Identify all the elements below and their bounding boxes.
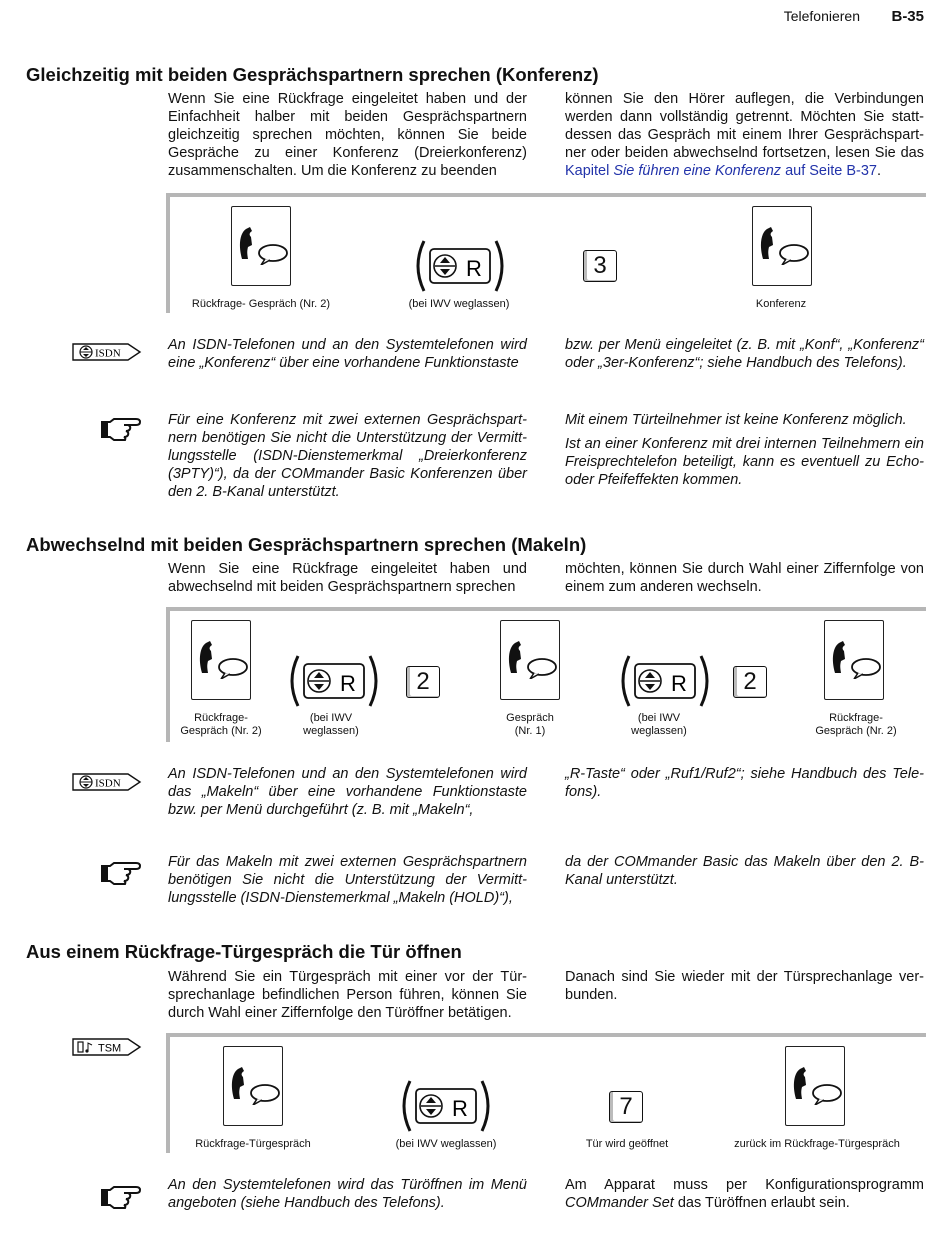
note-left-makeln: Für das Makeln mit zwei externen Gesprächspartnern benötigen Sie nicht die Unterstützung der Vermitt-lungsstelle (ISDN-Dienstemerkmal „Makeln (HOLD)“), [168, 854, 527, 906]
isdn-note-right-konferenz: bzw. per Menü eingeleitet (z. B. mit „Konf“, „Konferenz“ oder „3er-Konferenz“; siehe Handbuch des Telefons). [565, 337, 924, 371]
caption-line: weglassen) [303, 725, 359, 737]
intro-right-makeln: möchten, können Sie durch Wahl einer Ziffernfolge von einem zum anderen wechseln. [565, 561, 924, 595]
digit-key-7: 7 [609, 1091, 643, 1123]
r-key-label: R [466, 256, 482, 281]
r-key-in-parentheses-icon [288, 652, 380, 715]
phone-handset-icon [500, 620, 560, 700]
caption-iwv [609, 712, 709, 738]
caption-line: Rückfrage- [829, 712, 883, 724]
phone-handset-icon [191, 620, 251, 700]
running-header-title: Telefonieren [783, 8, 860, 24]
r-key-label: R [452, 1096, 468, 1121]
r-key-in-parentheses-icon [619, 652, 711, 715]
intro-left-makeln: Wenn Sie eine Rückfrage eingeleitet haben und abwechselnd mit beiden Gesprächspartnern sprechen [168, 561, 527, 595]
sequence-konferenz [166, 193, 926, 313]
isdn-tag-label: ISDN [95, 347, 121, 360]
digit-key-2: 2 [406, 666, 440, 698]
intro-left-konferenz: Wenn Sie eine Rückfrage eingeleitet haben und der Einfachheit halber mit beiden Gesprächspartnern gleichzeitig sprechen möchten, können Sie beide Gespräche zu einer Konferenz (Dreierkonferenz) zusammenschalten. Um die Konferenz zu beenden [168, 91, 527, 179]
phone-handset-icon [824, 620, 884, 700]
note-right-konferenz-1: Mit einem Türteilnehmer ist keine Konferenz möglich. [565, 412, 907, 428]
link-page: auf Seite B-37 [781, 163, 877, 179]
caption-line: Rückfrage- [194, 712, 248, 724]
isdn-note-right-makeln: „R-Taste“ oder „Ruf1/Ruf2“; siehe Handbuch des Tele-fons). [565, 766, 924, 800]
note-text: Am Apparat muss per Konfigurationsprogramm [565, 1177, 924, 1193]
pointing-hand-icon [100, 1184, 142, 1215]
caption-line: Gespräch (Nr. 2) [815, 725, 897, 737]
sequence-makeln [166, 607, 926, 742]
caption-iwv: (bei IWV weglassen) [395, 1138, 497, 1150]
section-heading-makeln: Abwechselnd mit beiden Gesprächspartnern sprechen (Makeln) [26, 534, 587, 555]
section-heading-konferenz: Gleichzeitig mit beiden Gesprächspartnern sprechen (Konferenz) [26, 64, 599, 85]
program-name: COMmander Set [565, 1195, 674, 1211]
caption-line: Gespräch (Nr. 2) [180, 725, 262, 737]
caption-zurueck: zurück im Rückfrage-Türgespräch [734, 1138, 900, 1150]
note-left-tuer: An den Systemtelefonen wird das Türöffnen im Menü angeboten (siehe Handbuch des Telefons). [168, 1177, 527, 1211]
page-number: B-35 [891, 8, 924, 25]
note-text: das Türöffnen erlaubt sein. [673, 1195, 850, 1211]
section-heading-tuer: Aus einem Rückfrage-Türgespräch die Tür öffnen [26, 941, 462, 962]
phone-handset-icon [223, 1046, 283, 1126]
tsm-tag-icon [72, 1037, 142, 1062]
phone-handset-icon [785, 1046, 845, 1126]
sequence-tuer [166, 1033, 926, 1153]
isdn-note-left-makeln: An ISDN-Telefonen und an den Systemtelefonen wird das „Makeln“ über eine vorhandene Funktionstaste bzw. per Menü durchgeführt (z. B. mit „Makeln“, [168, 766, 527, 818]
r-key-in-parentheses-icon [400, 1077, 492, 1140]
caption-rueckfrage: Rückfrage- Gespräch (Nr. 2) [191, 298, 331, 310]
caption-rueckfrage [171, 712, 271, 738]
caption-line: (bei IWV [637, 712, 681, 724]
caption-line: (bei IWV [309, 712, 353, 724]
intro-right-tuer: Danach sind Sie wieder mit der Türsprechanlage ver-bunden. [565, 969, 924, 1003]
pointing-hand-icon [100, 860, 142, 891]
note-right-konferenz-2: Ist an einer Konferenz mit drei internen Teilnehmern ein Freisprechtelefon beteiligt, kann es eventuell zu Echo- oder Pfeifeffekten kommen. [565, 436, 924, 488]
r-key-label: R [340, 671, 356, 696]
caption-rueckfrage [806, 712, 906, 738]
caption-gespraech [480, 712, 580, 738]
caption-rueckfrage-tuergespraech: Rückfrage-Türgespräch [195, 1138, 311, 1150]
note-right-makeln: da der COMmander Basic das Makeln über den 2. B-Kanal unterstützt. [565, 854, 924, 888]
digit-key-2: 2 [733, 666, 767, 698]
intro-right-end: . [876, 163, 881, 179]
intro-right-text: können Sie den Hörer auflegen, die Verbindungen werden dann vollständig getrennt. Möchten Sie statt-dessen das Gespräch mit einem Ihrer Gesprächspart-ner oder beiden abwechselnd fortsetzen, lesen Sie das [565, 91, 924, 161]
isdn-note-left-konferenz: An ISDN-Telefonen und an den Systemtelefonen wird eine „Konferenz“ über eine vorhandene Funktionstaste [168, 337, 527, 371]
phone-handset-icon [752, 206, 812, 286]
caption-iwv [281, 712, 381, 738]
intro-left-tuer: Während Sie ein Türgespräch mit einer vor der Tür-sprechanlage befindlichen Person führen, können Sie durch Wahl einer Ziffernfolge den Türöffner betätigen. [168, 969, 527, 1021]
digit-key-3: 3 [583, 250, 617, 282]
tsm-tag-label: TSM [98, 1042, 122, 1055]
r-key-in-parentheses-icon [414, 237, 506, 300]
isdn-tag-icon [72, 342, 142, 367]
caption-line: Gespräch [506, 712, 554, 724]
caption-iwv: (bei IWV weglassen) [408, 298, 510, 310]
isdn-tag-label: ISDN [95, 777, 121, 790]
intro-right-konferenz [565, 90, 924, 180]
r-key-label: R [671, 671, 687, 696]
caption-line: (Nr. 1) [514, 725, 546, 737]
pointing-hand-icon [100, 416, 142, 447]
caption-konferenz: Konferenz [755, 298, 807, 310]
isdn-tag-icon [72, 772, 142, 797]
caption-tuer-geoeffnet: Tür wird geöffnet [585, 1138, 669, 1150]
link-kapitel[interactable] [565, 163, 877, 179]
caption-line: weglassen) [631, 725, 687, 737]
note-left-konferenz: Für eine Konferenz mit zwei externen Gesprächspart-nern benötigen Sie nicht die Unterstützung der Vermitt-lungsstelle (ISDN-Dienstemerkmal „Dreierkonferenz (3PTY)“), da der COMmander Basic Konferenzen über den 2. B-Kanal unterstützt. [168, 412, 527, 500]
link-title: Sie führen eine Konferenz [613, 163, 782, 179]
link-prefix: Kapitel [565, 163, 614, 179]
phone-handset-icon [231, 206, 291, 286]
note-right-tuer [565, 1176, 924, 1212]
